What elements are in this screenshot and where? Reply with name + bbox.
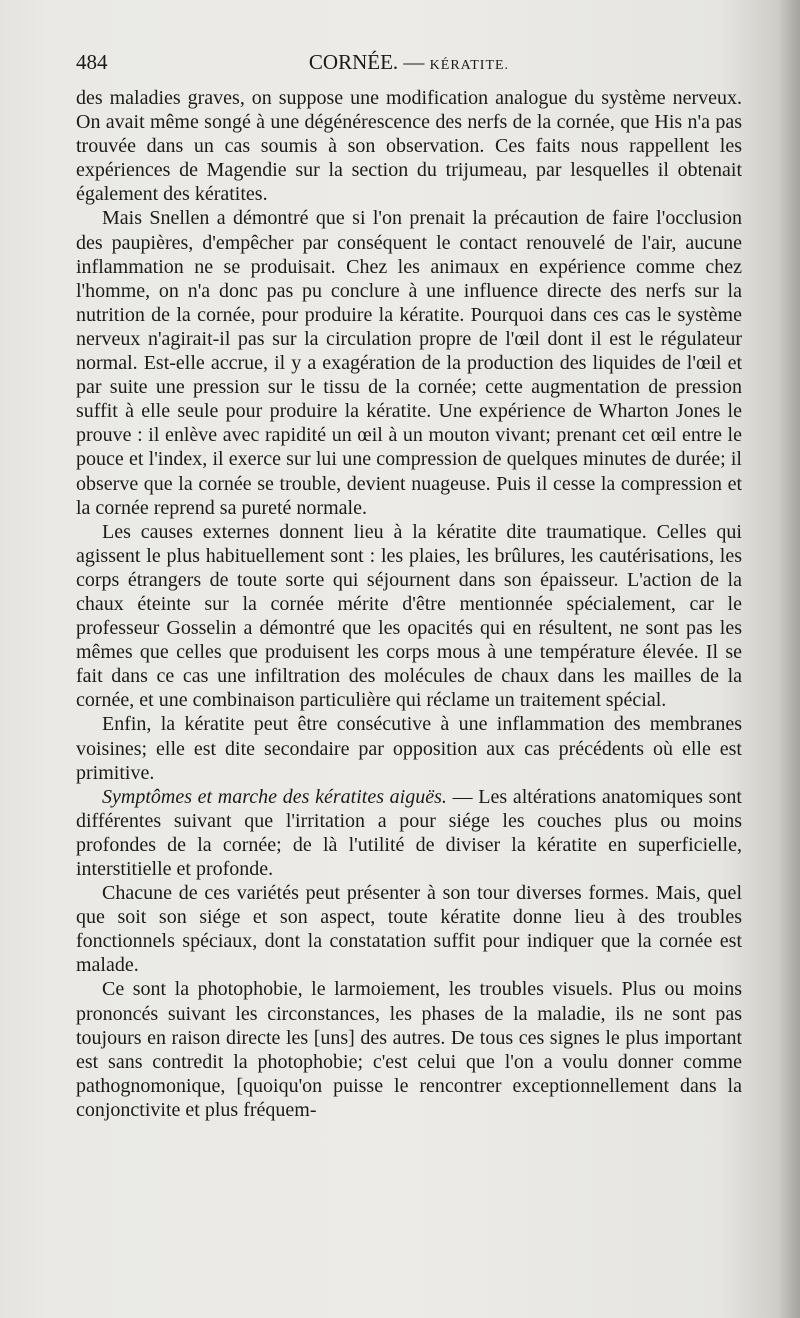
paragraph-7: Ce sont la photophobie, le larmoiement, les troubles visuels. Plus ou moins prononcés suivant les circonstances, les phases de la maladie, ils ne sont pas toujours en raison directe les [uns] des autres. De tous ces signes le plus important est sans contredit la photophobie; c'est celui que l'on a voulu donner comme pathognomonique, [quoiqu'on puisse le rencontrer exceptionnellement dans la conjonctivite et plus fréquem- bbox=[76, 978, 742, 1121]
paragraph-1: des maladies graves, on suppose une modification analogue du système nerveux. On avait même songé à une dégénérescence des nerfs de la cornée, que His n'a pas trouvée dans un cas soumis à son observation. Ces faits nous rappellent les expériences de Magendie sur la section du trijumeau, par lesquelles il obtenait également des kératites. bbox=[76, 87, 742, 206]
paragraph-6: Chacune de ces variétés peut présenter à son tour diverses formes. Mais, quel que soit son siége et son aspect, toute kératite donne lieu à des troubles fonctionnels spéciaux, dont la constatation suffit pour indiquer que la cornée est malade. bbox=[76, 882, 742, 977]
paragraph-5 bbox=[76, 785, 742, 881]
running-header bbox=[76, 48, 742, 76]
running-title-subtitle: KÉRATITE. bbox=[429, 58, 510, 73]
page-edge-shadow bbox=[778, 0, 800, 1318]
page-number: 484 bbox=[76, 50, 108, 74]
running-title bbox=[76, 48, 742, 80]
paragraph-5-text: — Les altérations anatomiques sont différentes suivant que l'irritation a pour siége les couches plus ou moins profondes de la cornée; de là l'utilité de diviser la kératite en superficielle, interstitielle et profonde. bbox=[76, 785, 742, 880]
body-text bbox=[76, 86, 742, 1122]
paragraph-4: Enfin, la kératite peut être consécutive à une inflammation des membranes voisines; elle est dite secondaire par opposition aux cas précédents où elle est primitive. bbox=[76, 713, 742, 784]
running-title-separator: — bbox=[398, 50, 430, 74]
paragraph-2: Mais Snellen a démontré que si l'on prenait la précaution de faire l'occlusion des paupières, d'empêcher par conséquent le contact renouvelé de l'air, aucune inflammation ne se produisait. Chez les animaux en expérience comme chez l'homme, on n'a donc pas pu conclure à une influence directe des nerfs sur la nutrition de la cornée, pour produire la kératite. Pourquoi dans ces cas le système nerveux n'agirait-il pas sur la circulation propre de l'œil dont il est le régulateur normal. Est-elle accrue, il y a exagération de la production des liquides de l'œil et par suite une pression sur le tissu de la cornée; cette augmentation de pression suffit à elle seule pour produire la kératite. Une expérience de Wharton Jones le prouve : il enlève avec rapidité un œil à un mouton vivant; prenant cet œil entre le pouce et l'index, il exerce sur lui une compression de quelques minutes de durée; il observe que la cornée se trouble, devient nuageuse. Puis il cesse la compression et la cornée reprend sa pureté normale. bbox=[76, 207, 742, 519]
paragraph-3: Les causes externes donnent lieu à la kératite dite traumatique. Celles qui agissent le plus habituellement sont : les plaies, les brûlures, les cautérisations, les corps étrangers de toute sorte qui séjournent dans son épaisseur. L'action de la chaux éteinte sur la cornée mérite d'être mentionnée spécialement, car le professeur Gosselin a démontré que les opacités qui en résultent, ne sont pas les mêmes que celles que produisent les corps mous à une température élevée. Il se fait dans ce cas une infiltration des molécules de chaux dans les mailles de la cornée, et une combinaison particulière qui réclame un traitement spécial. bbox=[76, 520, 742, 712]
running-title-main: CORNÉE. bbox=[308, 50, 399, 74]
section-heading-symptomes: Symptômes et marche des kératites aiguës. bbox=[102, 785, 447, 808]
